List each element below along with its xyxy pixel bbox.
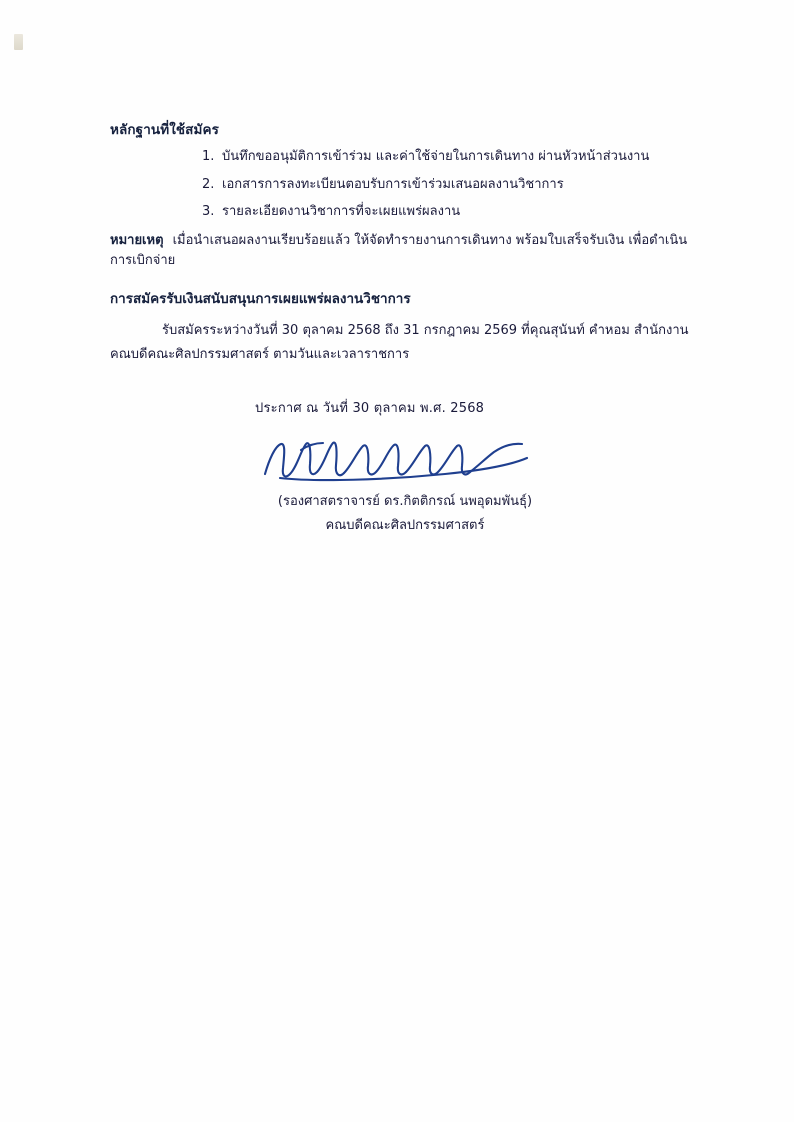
- document-content: [110, 118, 700, 534]
- signer-name: (รองศาสตราจารย์ ดร.กิตติกรณ์ นพอุดมพันธุ์): [277, 494, 533, 510]
- list-item-text: เอกสารการลงทะเบียนตอบรับการเข้าร่วมเสนอผลงานวิชาการ: [222, 176, 564, 192]
- list-item: [110, 176, 700, 194]
- list-item-text: บันทึกขออนุมัติการเข้าร่วม และค่าใช้จ่ายในการเดินทาง ผ่านหัวหน้าส่วนงาน: [222, 149, 650, 164]
- list-item-text: รายละเอียดงานวิชาการที่จะเผยแพร่ผลงาน: [222, 204, 461, 220]
- application-paragraph-line1: รับสมัครระหว่างวันที่ 30 ตุลาคม 2568 ถึง 31 กรกฎาคม 2569 ที่คุณสุนันท์ คำหอม สำนักงาน: [162, 322, 689, 338]
- list-item-number: 2.: [202, 176, 215, 192]
- application-paragraph-line2: คณบดีคณะศิลปกรรมศาสตร์ ตามวันและเวลาราชการ: [110, 346, 410, 362]
- announcement-date-line: ประกาศ ณ วันที่ 30 ตุลาคม พ.ศ. 2568: [255, 401, 485, 417]
- requirements-heading: หลักฐานที่ใช้สมัคร: [110, 122, 219, 138]
- note-label: หมายเหตุ: [110, 232, 164, 248]
- application-paragraph: [110, 319, 700, 367]
- list-item: [110, 148, 700, 166]
- list-item-number: 3.: [202, 204, 215, 220]
- list-item: [110, 203, 700, 221]
- list-item-number: 1.: [202, 149, 215, 164]
- note-paragraph: [110, 231, 700, 271]
- signature-area: [110, 424, 700, 534]
- signature-icon: [245, 430, 565, 492]
- requirements-list: [110, 148, 700, 221]
- page-corner-mark: [14, 34, 23, 50]
- note-text: เมื่อนำเสนอผลงานเรียบร้อยแล้ว ให้จัดทำรายงานการเดินทาง พร้อมใบเสร็จรับเงิน เพื่อดำเนินการเบิกจ่าย: [110, 232, 688, 268]
- application-section-title: การสมัครรับเงินสนับสนุนการเผยแพร่ผลงานวิชาการ: [110, 290, 411, 307]
- signer-title: คณบดีคณะศิลปกรรมศาสตร์: [325, 518, 485, 534]
